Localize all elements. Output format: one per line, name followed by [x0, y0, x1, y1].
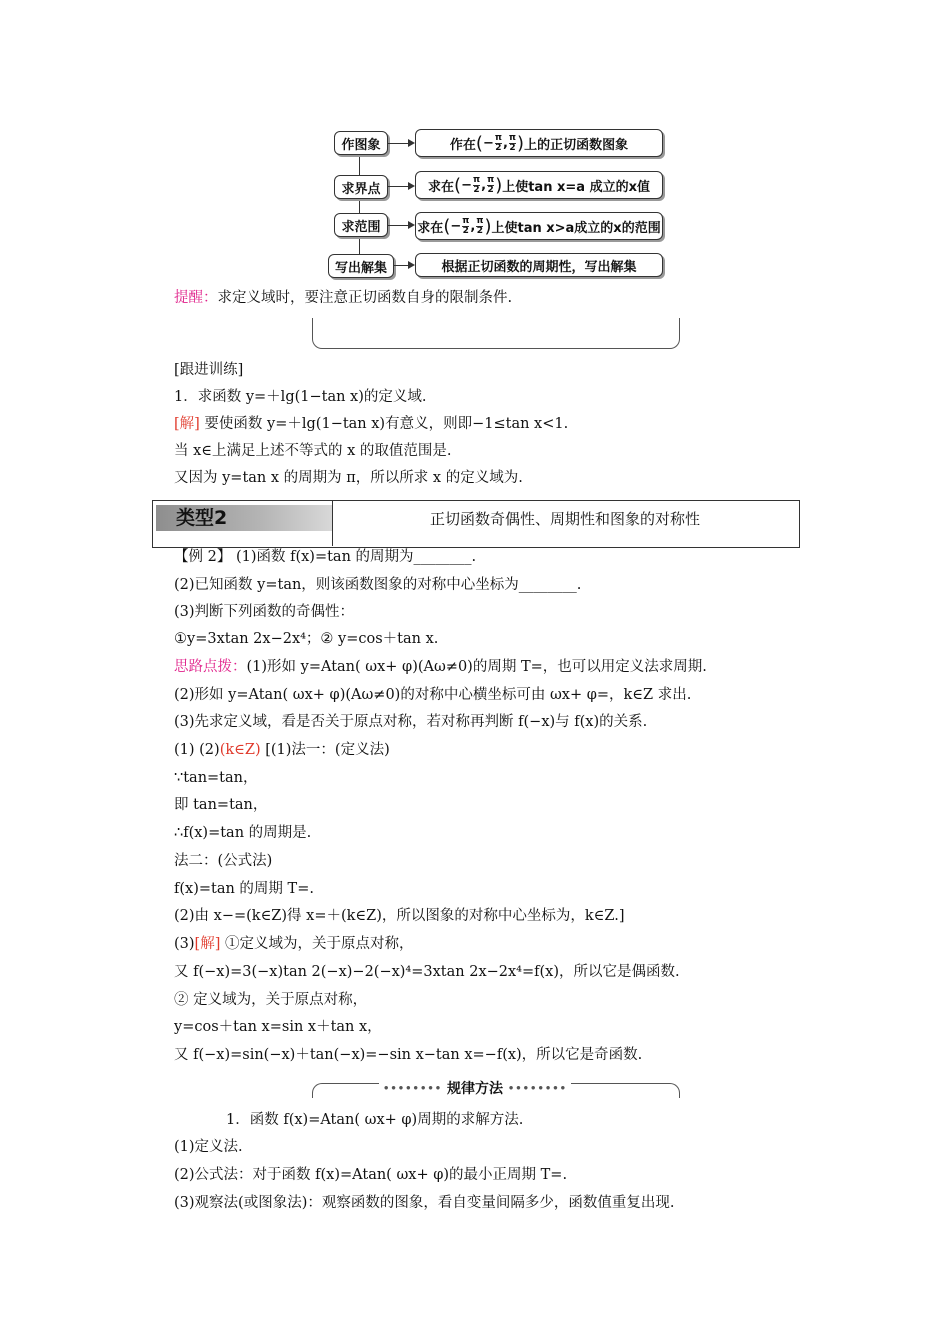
- example-line-4: ①y=3xtan 2x−2x⁴；② y=cos＋tan x.: [174, 631, 439, 647]
- solution-step-5: f(x)=tan 的周期 T=.: [174, 881, 314, 897]
- idea-line-3: (3)先求定义域，看是否关于原点对称，若对称再判断 f(−x)与 f(x)的关系.: [174, 714, 648, 730]
- flow-desc-solution: 根据正切函数的周期性，写出解集: [415, 253, 663, 277]
- answer-post: [(1)法一：(定义法): [260, 742, 390, 758]
- solution-step-3: ∴f(x)=tan 的周期是.: [174, 825, 312, 841]
- flow-connector: [359, 152, 360, 176]
- practice-solution-3: 又因为 y=tan x 的周期为 π，所以所求 x 的定义域为.: [174, 470, 523, 486]
- flow-desc-draw: 作在 ( − $\frac{\pi}{2}$ , $\frac{\pi}{2}$ ) 上的正切函数图象: [415, 129, 663, 157]
- solution-step-7: [174, 934, 413, 954]
- flow-step-solution: 写出解集: [328, 254, 394, 278]
- rules-line-2: (1)定义法.: [174, 1139, 243, 1155]
- solution-text: 要使函数 y=＋lg(1−tan x)有意义，则即−1≤tan x<1.: [199, 416, 569, 432]
- step-7-post: ①定义域为，关于原点对称，: [220, 936, 414, 952]
- example-line-2: (2)已知函数 y=tan，则该函数图象的对称中心坐标为________.: [174, 577, 582, 593]
- solution-step-11: 又 f(−x)=sin(−x)＋tan(−x)=−sin x−tan x=−f(x)，所以它是奇函数.: [174, 1047, 643, 1063]
- hint-line: [174, 288, 512, 308]
- flow-arrow: [393, 265, 413, 266]
- rules-line-1: 1．函数 f(x)=Atan( ωx+ φ)周期的求解方法.: [226, 1112, 524, 1128]
- idea-text-1: (1)形如 y=Atan( ωx+ φ)(Aω≠0)的周期 T=，也可以用定义法求周期.: [246, 659, 707, 675]
- hint-bracket-box: [312, 318, 680, 349]
- flow-desc-boundary: 求在 ( − $\frac{\pi}{2}$ , $\frac{\pi}{2}$ ) 上使tan x=a 成立的x值: [415, 171, 663, 199]
- example-line-1: 【例 2】 (1)函数 f(x)=tan 的周期为________.: [174, 549, 477, 565]
- solution-step-8: 又 f(−x)=3(−x)tan 2(−x)−2(−x)⁴=3xtan 2x−2x⁴=f(x)，所以它是偶函数.: [174, 964, 680, 980]
- solution-tag: [解]: [174, 416, 200, 432]
- solution-step-9: ② 定义域为，关于原点对称，: [174, 992, 368, 1008]
- step-7-pre: (3): [174, 936, 195, 952]
- practice-solution-2: 当 x∈上满足上述不等式的 x 的取值范围是.: [174, 443, 452, 459]
- rules-label: 规律方法: [447, 1081, 503, 1097]
- answer-red: (k∈Z): [219, 742, 261, 758]
- rules-label-row: [0, 1078, 950, 1098]
- flow-step-draw: 作图象: [334, 131, 388, 155]
- rules-dots-right: ••••••••: [507, 1083, 568, 1095]
- example-line-3: (3)判断下列函数的奇偶性：: [174, 604, 355, 620]
- solution-tag: [解]: [194, 936, 221, 952]
- practice-question-1: 1．求函数 y=＋lg(1−tan x)的定义域.: [174, 389, 427, 405]
- flow-connector: [359, 236, 360, 254]
- flow-arrow: [387, 186, 413, 187]
- solution-step-4: 法二：(公式法): [174, 853, 273, 869]
- solution-step-1: ∵tan=tan，: [174, 770, 258, 786]
- flow-step-range: 求范围: [334, 213, 388, 237]
- idea-line-1: [174, 657, 707, 677]
- type-title: 正切函数奇偶性、周期性和图象的对称性: [429, 510, 700, 528]
- hint-label: 提醒：: [174, 290, 218, 306]
- flow-desc-range: 求在 ( − $\frac{\pi}{2}$ , $\frac{\pi}{2}$ ) 上使tan x>a成立的x的范围: [415, 212, 663, 240]
- type-label: 类型2: [176, 507, 228, 529]
- rules-dots-left: ••••••••: [382, 1083, 443, 1095]
- solution-step-10: y=cos＋tan x=sin x＋tan x，: [174, 1019, 382, 1035]
- solution-step-2: 即 tan=tan，: [174, 797, 268, 813]
- idea-line-2: (2)形如 y=Atan( ωx+ φ)(Aω≠0)的对称中心横坐标可由 ωx+ φ=，k∈Z 求出.: [174, 687, 692, 703]
- practice-solution-1: [174, 414, 568, 434]
- rules-line-3: (2)公式法：对于函数 f(x)=Atan( ωx+ φ)的最小正周期 T=.: [174, 1167, 568, 1183]
- flow-arrow: [387, 225, 413, 226]
- practice-heading: [跟进训练]: [174, 362, 244, 378]
- flow-step-boundary: 求界点: [334, 175, 388, 199]
- answer-pre: (1) (2): [174, 742, 220, 758]
- rules-line-4: (3)观察法(或图象法)：观察函数的图象，看自变量间隔多少，函数值重复出现.: [174, 1195, 675, 1211]
- hint-text: 求定义域时，要注意正切函数自身的限制条件.: [217, 290, 513, 306]
- solution-step-6: (2)由 x−=(k∈Z)得 x=＋(k∈Z)，所以图象的对称中心坐标为，k∈Z.]: [174, 908, 625, 924]
- idea-label: 思路点拨：: [174, 659, 247, 675]
- answer-line: [174, 740, 390, 760]
- flow-arrow: [387, 143, 413, 144]
